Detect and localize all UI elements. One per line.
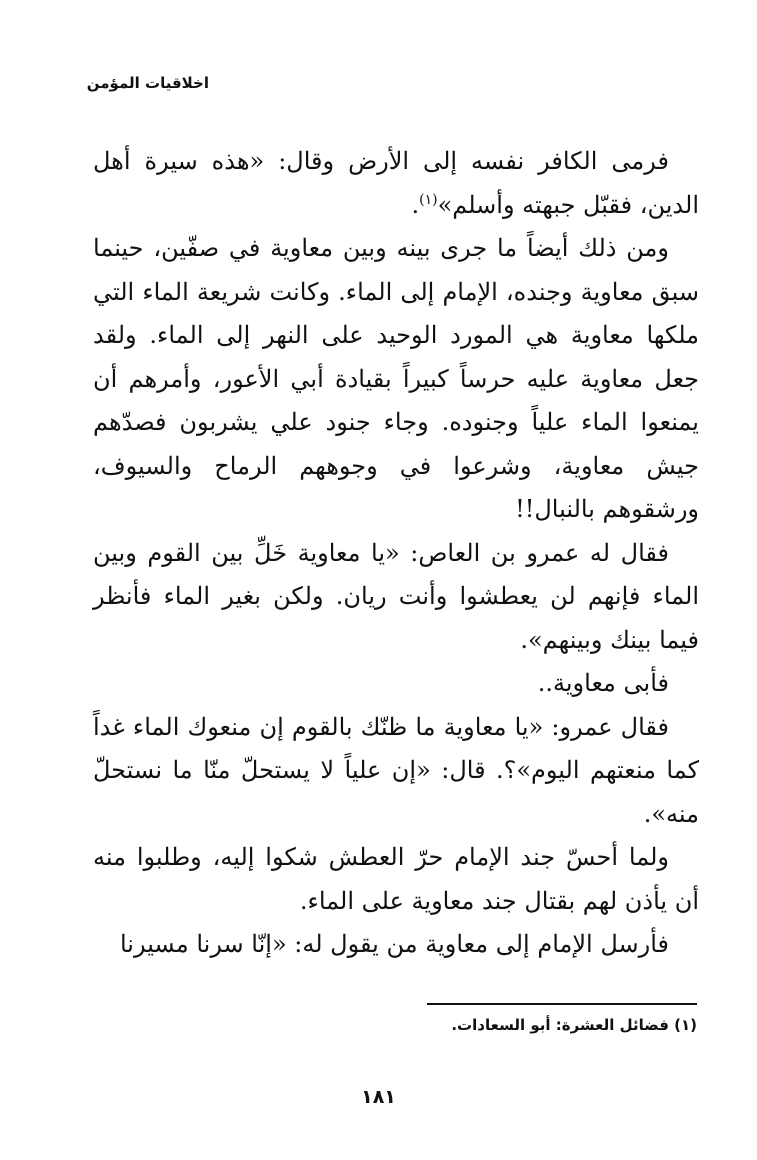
paragraph-text: فرمى الكافر نفسه إلى الأرض وقال: «هذه سيرة أهل الدين، فقبّل جبهته وأسلم» <box>93 147 699 219</box>
paragraph: فأبى معاوية.. <box>537 669 669 697</box>
paragraph: فقال له عمرو بن العاص: «يا معاوية خَلِّ بين القوم وبين الماء فإنهم لن يعطشوا وأنت ريان. ولكن بغير الماء فأنظر فيما بينك وبينهم». <box>93 538 699 654</box>
footnote-reference: (١) <box>419 191 438 208</box>
paragraph: فقال عمرو: «يا معاوية ما ظنّك بالقوم إن منعوك الماء غداً كما منعتهم اليوم»؟. قال: «إن علياً لا يستحلّ منّا ما نستحلّ منه». <box>93 712 699 828</box>
paragraph: فأرسل الإمام إلى معاوية من يقول له: «إنّا سرنا مسيرنا <box>119 930 669 958</box>
paragraph-tail: . <box>411 190 420 219</box>
paragraph: ولما أحسّ جند الإمام حرّ العطش شكوا إليه، وطلبوا منه أن يأذن لهم بقتال جند معاوية على الماء. <box>93 843 699 915</box>
body-text <box>93 140 699 967</box>
footnote-divider <box>427 1003 697 1005</box>
footnote: (١) فضائل العشرة: أبو السعادات. <box>451 1016 697 1034</box>
page-number: ١٨١ <box>361 1086 396 1108</box>
paragraph <box>93 140 699 227</box>
paragraph: ومن ذلك أيضاً ما جرى بينه وبين معاوية في صفّين، حينما سبق معاوية وجنده، الإمام إلى الماء. وكانت شريعة الماء التي ملكها معاوية هي المورد الوحيد على النهر إلى الماء. ولقد جعل معاوية عليه حرساً كبيراً بقيادة أبي الأعور، وأمرهم أن يمنعوا الماء علياً وجنوده. وجاء جنود علي يشربون فصدّهم جيش معاوية، وشرعوا في وجوههم الرماح والسيوف، ورشقوهم بالنبال!! <box>93 234 699 523</box>
running-header: اخلاقيات المؤمن <box>86 74 209 92</box>
